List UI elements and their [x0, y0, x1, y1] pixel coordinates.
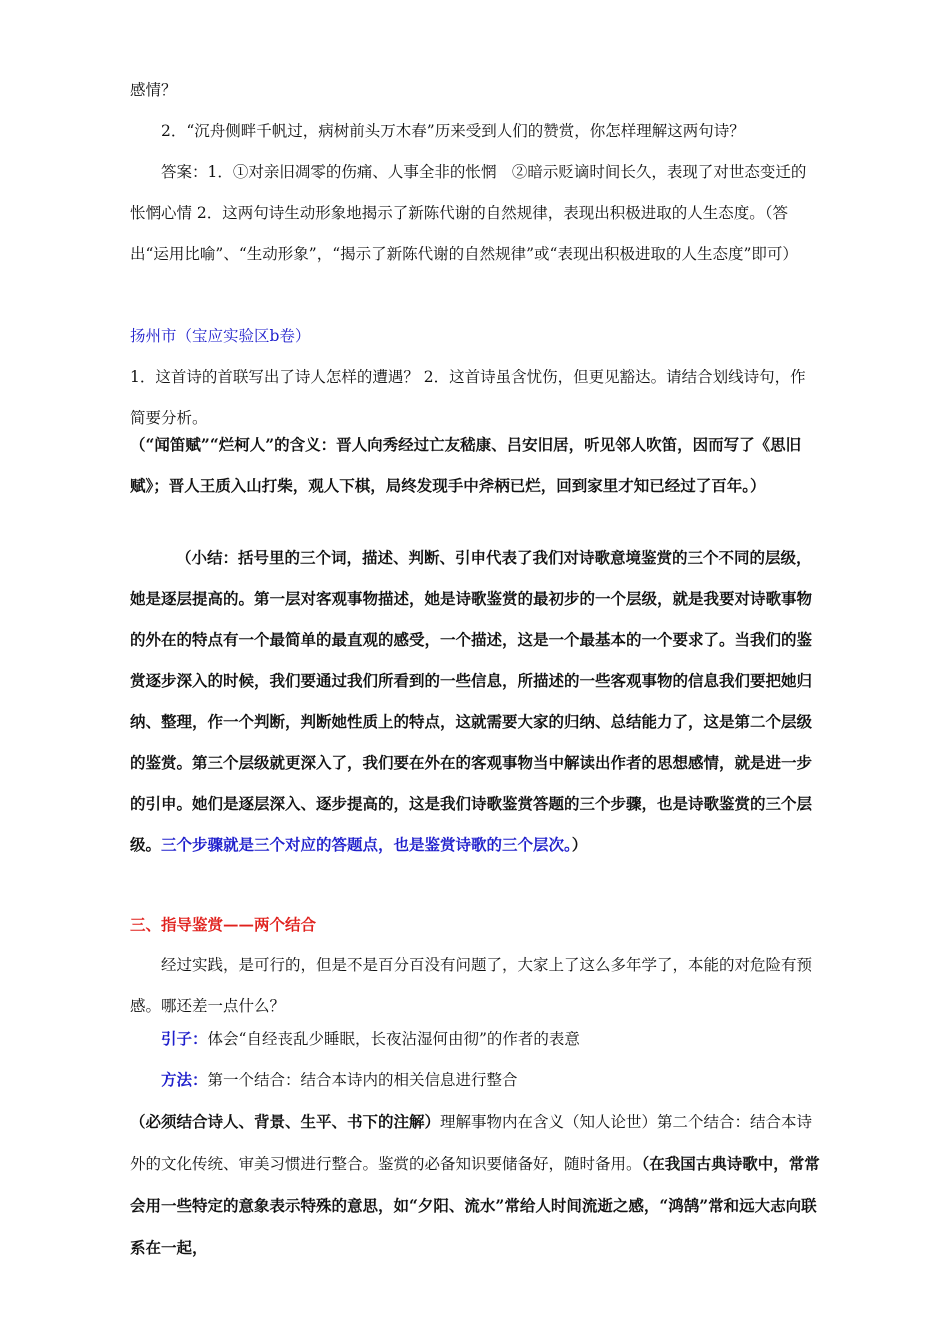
label: 方法：	[161, 1070, 208, 1089]
summary-paragraph	[130, 537, 820, 865]
paragraph-continuation	[130, 70, 820, 111]
explanation-paragraph	[130, 424, 820, 506]
section-heading-3	[130, 904, 820, 945]
intro-paragraph	[130, 1018, 820, 1060]
text: （“闻笛赋”“烂柯人”的含义：晋人向秀经过亡友嵇康、吕安旧居，听见邻人吹笛，因而写了《思旧赋》；晋人王质入山打柴，观人下棋，局终发现手中斧柄已烂，回到家里才知已经过了百年。）	[130, 435, 802, 495]
text: 理解事物内在含义（知人论世）第二个结合：结合本诗外的文化传统、审美习惯进行整合。鉴赏的必备知识要储备好，随时备用。	[130, 1113, 813, 1173]
highlight-text: 三个步骤就是三个对应的答题点，也是鉴赏诗歌的三个层次。	[161, 835, 572, 854]
text: 2．“沉舟侧畔千帆过，病树前头万木春”历来受到人们的赞赏，你怎样理解这两句诗？	[161, 122, 745, 140]
text: （小结：括号里的三个词，描述、判断、引申代表了我们对诗歌意境鉴赏的三个不同的层级，她是逐层提高的。第一层对客观事物描述，她是诗歌鉴赏的最初步的一个层级，就是我要对诗歌事物的外在的特点有一个最简单的最直观的感受，一个描述，这是一个最基本的一个要求了。当我们的鉴赏逐步深入的时候，我们要通过我们所看到的一些信息，所描述的一些客观事物的信息我们要把她归纳、整理，作一个判断，判断她性质上的特点，这就需要大家的归纳、总结能力了，这是第二个层级的鉴赏。第三个层级就更深入了，我们要在外在的客观事物当中解读出作者的思想感情，就是进一步的引申。她们是逐层深入、逐步提高的，这是我们诗歌鉴赏答题的三个步骤，也是诗歌鉴赏的三个层级。	[130, 548, 813, 854]
text: 1．这首诗的首联写出了诗人怎样的遭遇？ 2．这首诗虽含忧伤，但更见豁达。请结合划线诗句，作简要分析。	[130, 368, 806, 427]
practice-paragraph	[130, 945, 820, 1027]
text: 三、指导鉴赏——两个结合	[130, 915, 317, 934]
text: 答案：1．①对亲旧凋零的伤痛、人事全非的怅惘 ②暗示贬谪时间长久，表现了对世态变迁的怅惘心情 2．这两句诗生动形象地揭示了新陈代谢的自然规律，表现出积极进取的人生态度。（答出“运用比喻”、“生动形象”，“揭示了新陈代谢的自然规律”或“表现出积极进取的人生态度”即可）	[130, 163, 807, 263]
bold-text: （在我国古典诗歌中，常常会用一些特定的意象表示特殊的意思，如“夕阳、流水”常给人时间流逝之感，“鸿鹄”常和远大志向联系在一起，	[130, 1154, 820, 1257]
text: 体会“自经丧乱少睡眠，长夜沾湿何由彻”的作者的表意	[207, 1030, 580, 1048]
section-heading-yangzhou	[130, 316, 820, 357]
text: 经过实践，是可行的，但是不是百分百没有问题了，大家上了这么多年学了，本能的对危险有预感。哪还差一点什么？	[130, 956, 813, 1015]
text: ）	[571, 835, 588, 854]
bold-text: （必须结合诗人、背景、生平、书下的注解）	[130, 1112, 441, 1131]
text: 第一个结合：结合本诗内的相关信息进行整合	[207, 1071, 518, 1089]
answer-paragraph	[130, 152, 820, 275]
text: 感情？	[130, 81, 177, 99]
method-paragraph	[130, 1059, 820, 1269]
text: 扬州市（宝应实验区b卷）	[130, 327, 311, 345]
label: 引子：	[161, 1029, 208, 1048]
question-2	[130, 111, 820, 152]
